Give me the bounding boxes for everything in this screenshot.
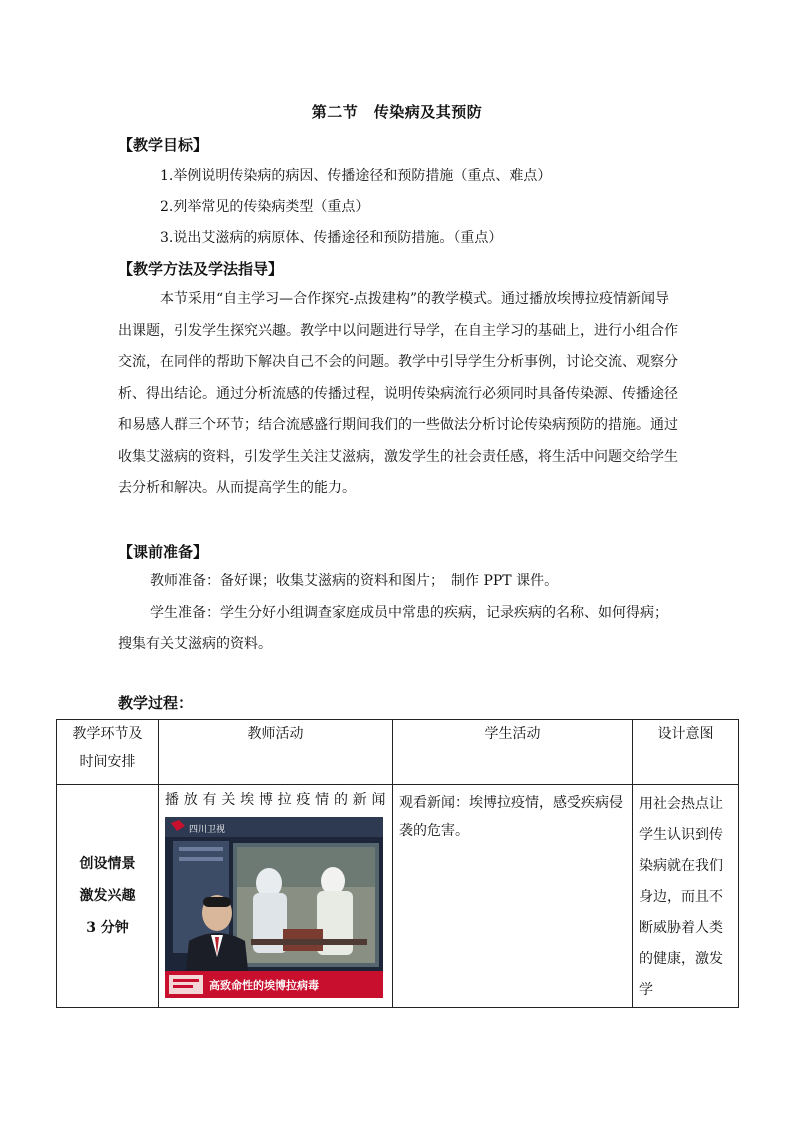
objective-item-2: 2.列举常见的传染病类型（重点） — [160, 199, 370, 215]
preparation-heading: 【课前准备】 — [118, 543, 209, 561]
table-header-row — [57, 720, 739, 785]
teacher-preparation: 教师准备：备好课；收集艾滋病的资料和图片； 制作 PPT 课件。 — [150, 573, 559, 589]
stage-line2: 激发兴趣 — [79, 888, 136, 904]
student-activity-cell: 观看新闻：埃博拉疫情，感受疾病侵袭的危害。 — [393, 785, 633, 1008]
methods-heading: 【教学方法及学法指导】 — [118, 260, 284, 278]
header-stage-line2: 时间安排 — [79, 754, 136, 770]
page-title: 第二节 传染病及其预防 — [311, 103, 483, 121]
stage-line1: 创设情景 — [79, 856, 136, 872]
lesson-process-table — [56, 719, 739, 1008]
table-row — [57, 785, 739, 1008]
news-caption: 高致命性的埃博拉病毒 — [209, 979, 319, 992]
teacher-activity-text: 播放有关埃博拉疫情的新闻 — [165, 792, 386, 808]
preparation-block — [118, 566, 678, 661]
tv-station-logo: 四川卫视 — [189, 825, 226, 835]
design-intent-cell: 用社会热点让学生认识到传染病就在我们身边，而且不断威胁着人类的健康，激发学 — [633, 785, 739, 1008]
student-preparation: 学生准备：学生分好小组调查家庭成员中常患的疾病，记录疾病的名称、如何得病；搜集有关艾滋病的资料。 — [118, 604, 668, 652]
stage-time: 3 分钟 — [86, 920, 129, 936]
header-design-intent: 设计意图 — [633, 720, 739, 785]
header-teacher-activity: 教师活动 — [159, 720, 393, 785]
objective-item-3: 3.说出艾滋病的病原体、传播途径和预防措施。（重点） — [160, 230, 503, 246]
objective-item-1: 1.举例说明传染病的病因、传播途径和预防措施（重点、难点） — [160, 168, 552, 184]
stage-cell — [57, 785, 159, 1008]
header-stage — [57, 720, 159, 785]
process-label: 教学过程： — [118, 694, 194, 712]
header-stage-line1: 教学环节及 — [72, 726, 143, 742]
teacher-activity-cell — [159, 785, 393, 1008]
header-student-activity: 学生活动 — [393, 720, 633, 785]
news-broadcast-image — [165, 817, 383, 998]
methods-paragraph: 本节采用“自主学习—合作探究-点拨建构”的教学模式。通过播放埃博拉疫情新闻导出课题，引发学生探究兴趣。教学中以问题进行导学，在自主学习的基础上，进行小组合作交流，在同伴的帮助下解决自己不会的问题。教学中引导学生分析事例，讨论交流、观察分析、得出结论。通过分析流感的传播过程，说明传染病流行必须同时具备传染源、传播途径和易感人群三个环节；结合流感盛行期间我们的一些做法分析讨论传染病预防的措施。通过收集艾滋病的资料，引发学生关注艾滋病，激发学生的社会责任感，将生活中问题交给学生去分析和解决。从而提高学生的能力。 — [118, 291, 678, 496]
objectives-heading: 【教学目标】 — [118, 136, 209, 154]
